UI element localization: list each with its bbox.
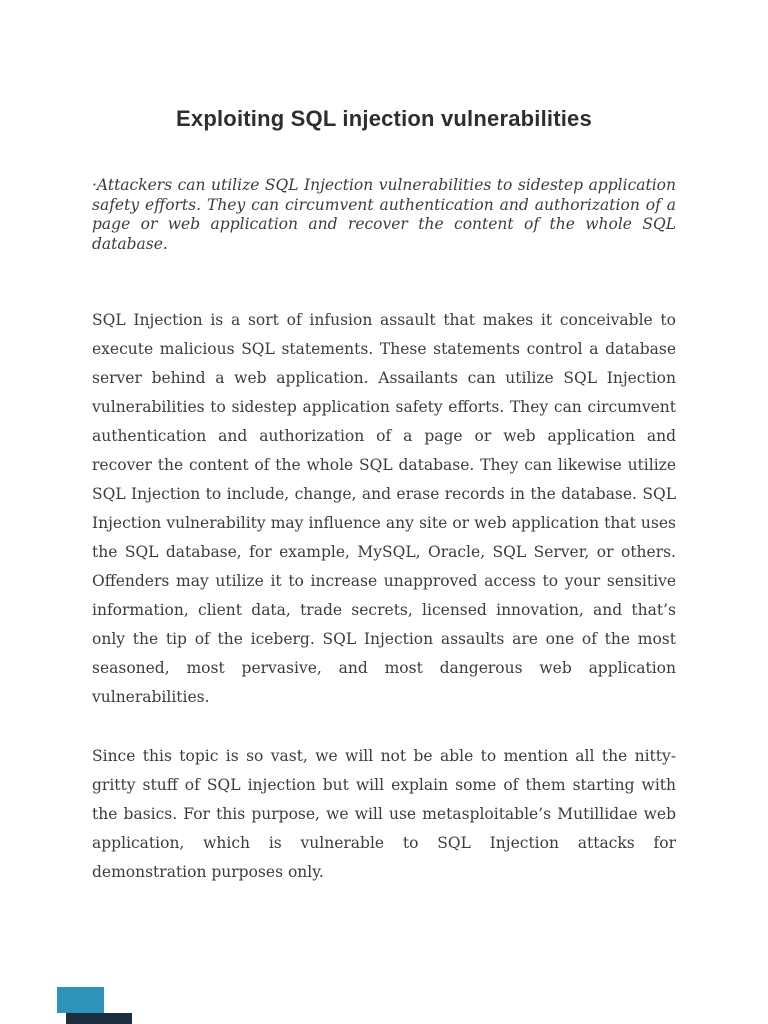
page-title: Exploiting SQL injection vulnerabilities	[176, 106, 592, 131]
next-page-image-fragment-teal	[57, 987, 104, 1013]
body-paragraph-1: SQL Injection is a sort of infusion assault that makes it conceivable to execute malicious SQL statements. These statements control a database server behind a web application. Assailants can utilize SQL Injection vulnerabilities to sidestep application safety efforts. They can circumvent authentication and authorization of a page or web application and recover the content of the whole SQL database. They can likewise utilize SQL Injection to include, change, and erase records in the database. SQL Injection vulnerability may influence any site or web application that uses the SQL database, for example, MySQL, Oracle, SQL Server, or others. Offenders may utilize it to increase unapproved access to your sensitive information, client data, trade secrets, licensed innovation, and that’s only the tip of the iceberg. SQL Injection assaults are one of the most seasoned, most pervasive, and most dangerous web application vulnerabilities.	[92, 311, 676, 706]
lead-paragraph: ·Attackers can utilize SQL Injection vulnerabilities to sidestep application safety efforts. They can circumvent authentication and authorization of a page or web application and recover the content of the whole SQL database.	[92, 176, 676, 253]
body-paragraph-2: Since this topic is so vast, we will not be able to mention all the nitty-gritty stuff of SQL injection but will explain some of them starting with the basics. For this purpose, we will use metasploitable’s Mutillidae web application, which is vulnerable to SQL Injection attacks for demonstration purposes only.	[92, 747, 676, 881]
next-page-image-fragment-dark	[66, 1013, 132, 1024]
